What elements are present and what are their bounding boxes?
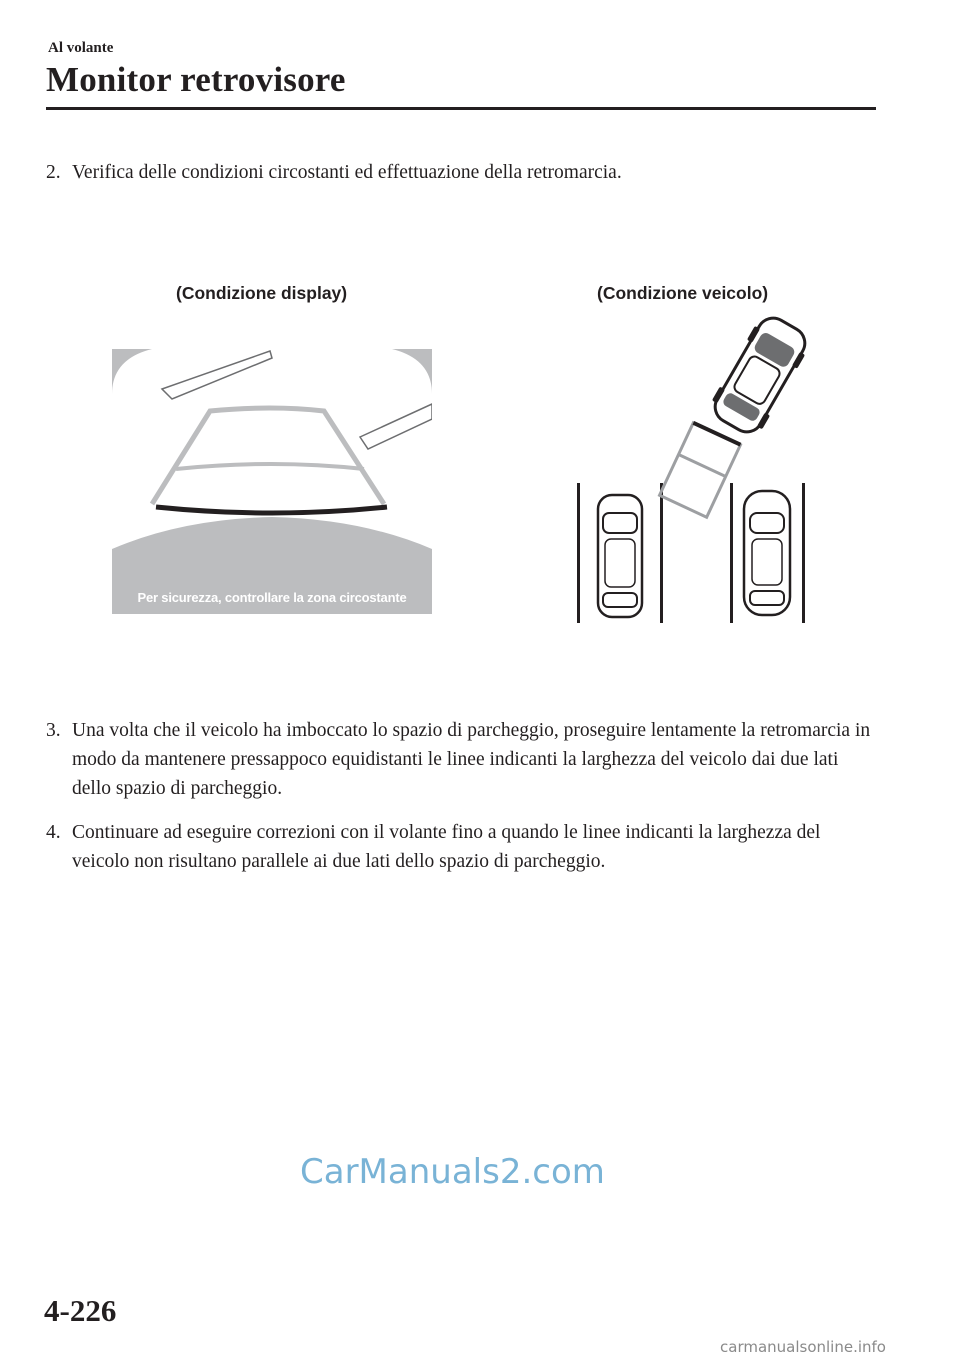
- page-title: Monitor retrovisore: [46, 60, 346, 99]
- display-condition-caption: (Condizione display): [176, 283, 348, 303]
- step-text: Continuare ad eseguire correzioni con il volante fino a quando le linee indicanti la larghezza del veicolo non risultano parallele ai due lati dello spazio di parcheggio.: [72, 822, 821, 872]
- step-3: [46, 716, 872, 803]
- display-warning-text: Per sicurezza, controllare la zona circostante: [137, 590, 407, 605]
- step-number: 2.: [46, 162, 61, 183]
- footer-site-link[interactable]: carmanualsonline.info: [720, 1338, 886, 1356]
- vehicle-condition-caption: (Condizione veicolo): [597, 283, 769, 303]
- page-number: 4-226: [44, 1293, 117, 1328]
- step-number: 3.: [46, 720, 61, 741]
- watermark: CarManuals2.com: [300, 1152, 605, 1192]
- step-4: [46, 818, 872, 876]
- step-2: [46, 158, 872, 187]
- step-text: Verifica delle condizioni circostanti ed effettuazione della retromarcia.: [72, 162, 622, 183]
- vehicle-condition-illustration: [570, 315, 820, 627]
- step-text: Una volta che il veicolo ha imboccato lo spazio di parcheggio, proseguire lentamente la retromarcia in modo da mantenere pressappoco equidistanti le linee indicanti la larghezza del veicolo dai due lati dello spazio di parcheggio.: [72, 720, 871, 799]
- section-label: Al volante: [48, 40, 114, 56]
- title-divider: [46, 107, 876, 110]
- step-number: 4.: [46, 822, 61, 843]
- rear-camera-display-illustration: [112, 349, 432, 614]
